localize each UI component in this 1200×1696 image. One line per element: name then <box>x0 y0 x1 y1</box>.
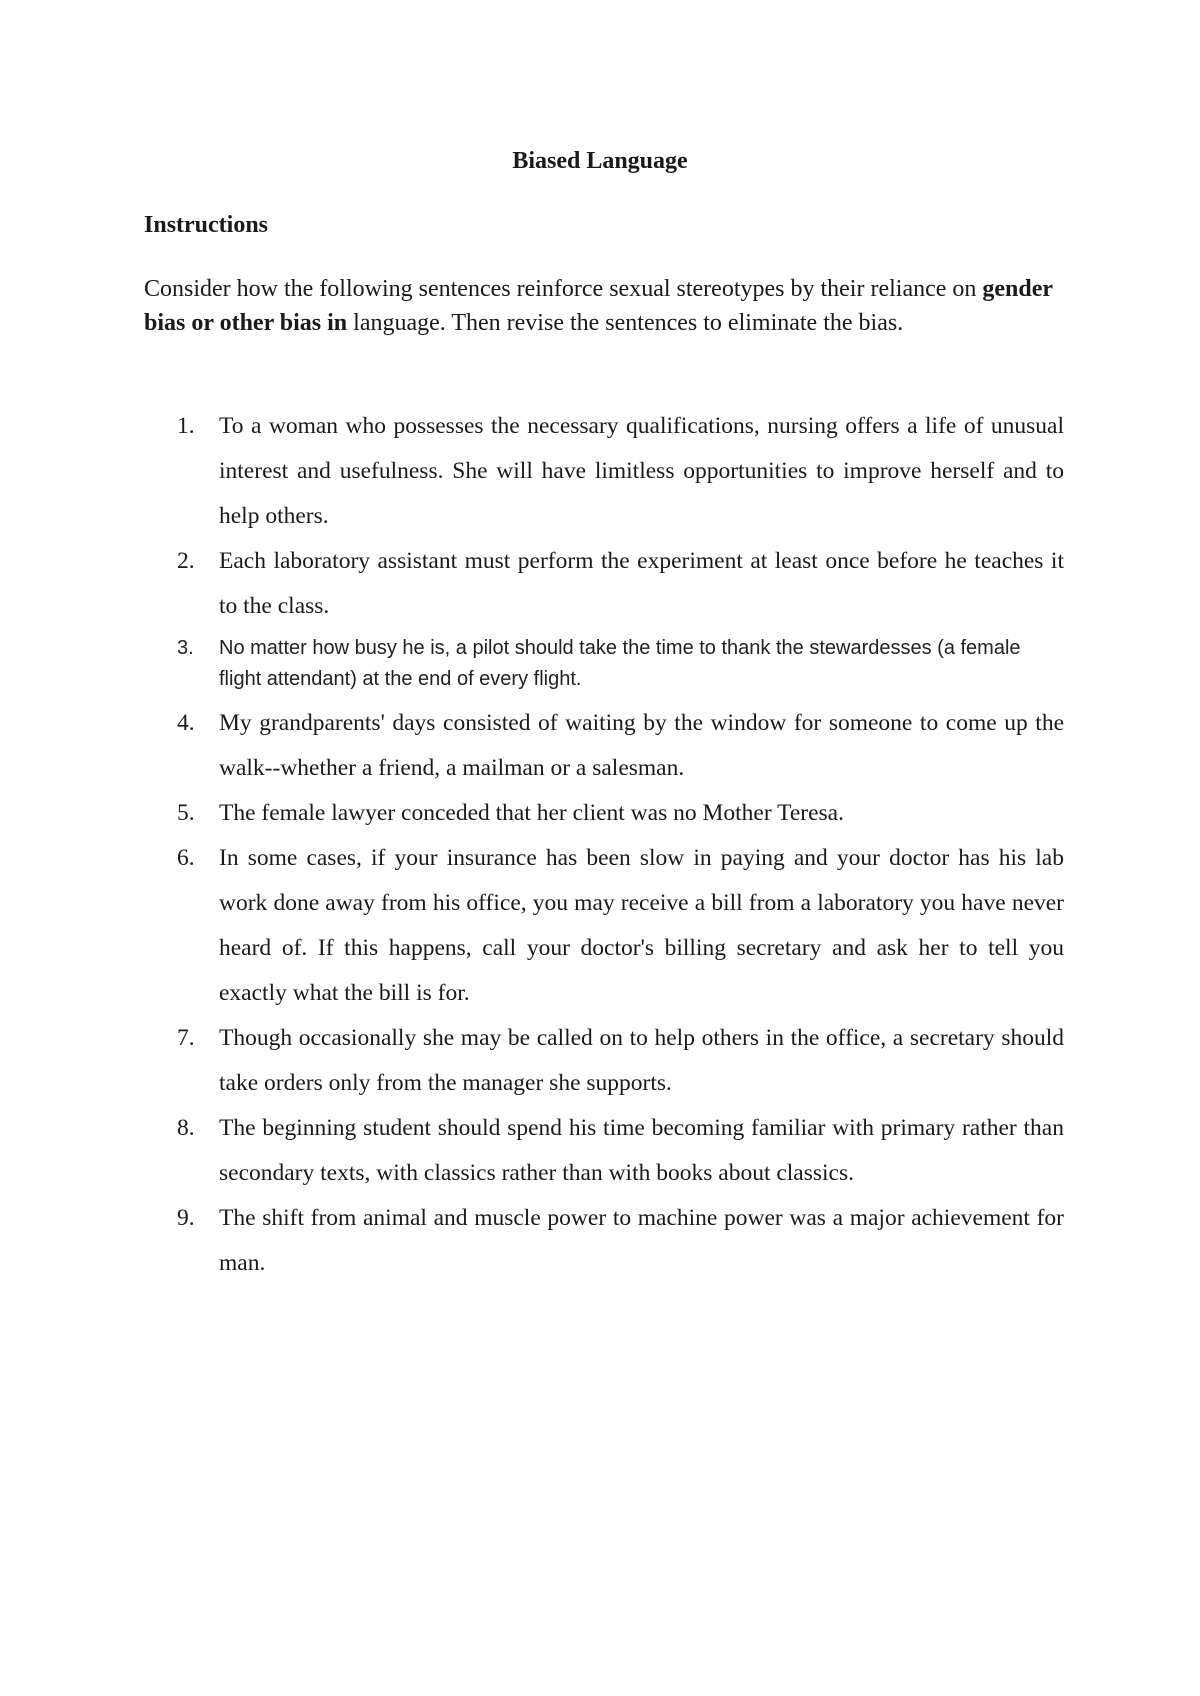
list-item-text: The beginning student should spend his time becoming familiar with primary rather than secondary texts, with classics rather than with books about classics. <box>219 1115 1064 1186</box>
list-item-number: 8. <box>177 1115 195 1141</box>
list-item-text: To a woman who possesses the necessary qualifications, nursing offers a life of unusual interest and usefulness. She will have limitless opportunities to improve herself and to help others. <box>219 413 1064 529</box>
intro-bold-text: gender bias or other bias in <box>144 276 1053 336</box>
list-item <box>144 836 1064 1016</box>
list-item-number: 7. <box>177 1025 195 1051</box>
list-item <box>144 633 1064 695</box>
list-item <box>144 539 1064 629</box>
list-item-text: Each laboratory assistant must perform the experiment at least once before he teaches it to the class. <box>219 548 1064 619</box>
list-item-text: The shift from animal and muscle power to machine power was a major achievement for man. <box>219 1205 1064 1276</box>
intro-text-start: Consider how the following sentences reinforce sexual stereotypes by their reliance on <box>144 276 983 302</box>
document-title: Biased Language <box>512 148 688 174</box>
list-item <box>144 701 1064 791</box>
list-item <box>144 1196 1064 1286</box>
list-item-number: 5. <box>177 800 195 826</box>
list-item-text: The female lawyer conceded that her client was no Mother Teresa. <box>219 800 844 826</box>
list-item-text: No matter how busy he is, a pilot should take the time to thank the stewardesses (a female flight attendant) at the end of every flight. <box>219 637 1021 690</box>
list-item-number: 4. <box>177 710 195 736</box>
list-item <box>144 791 1064 836</box>
list-item-text: My grandparents' days consisted of waiting by the window for someone to come up the walk--whether a friend, a mailman or a salesman. <box>219 710 1064 781</box>
list-item-number: 1. <box>177 413 195 439</box>
sentence-list <box>144 404 1064 1286</box>
list-item-number: 9. <box>177 1205 195 1231</box>
list-item <box>144 404 1064 539</box>
list-item-number: 6. <box>177 845 195 871</box>
instructions-heading: Instructions <box>144 212 269 238</box>
list-item <box>144 1106 1064 1196</box>
list-item-text: Though occasionally she may be called on to help others in the office, a secretary should take orders only from the manager she supports. <box>219 1025 1064 1096</box>
list-item-text: In some cases, if your insurance has been slow in paying and your doctor has his lab work done away from his office, you may receive a bill from a laboratory you have never heard of. If this happens, call your doctor's billing secretary and ask her to tell you exactly what the bill is for. <box>219 845 1064 1006</box>
list-item <box>144 1016 1064 1106</box>
list-item-number: 3. <box>177 637 194 659</box>
instructions-paragraph <box>144 272 1064 340</box>
list-item-number: 2. <box>177 548 195 574</box>
intro-text-end: language. Then revise the sentences to eliminate the bias. <box>347 310 904 336</box>
